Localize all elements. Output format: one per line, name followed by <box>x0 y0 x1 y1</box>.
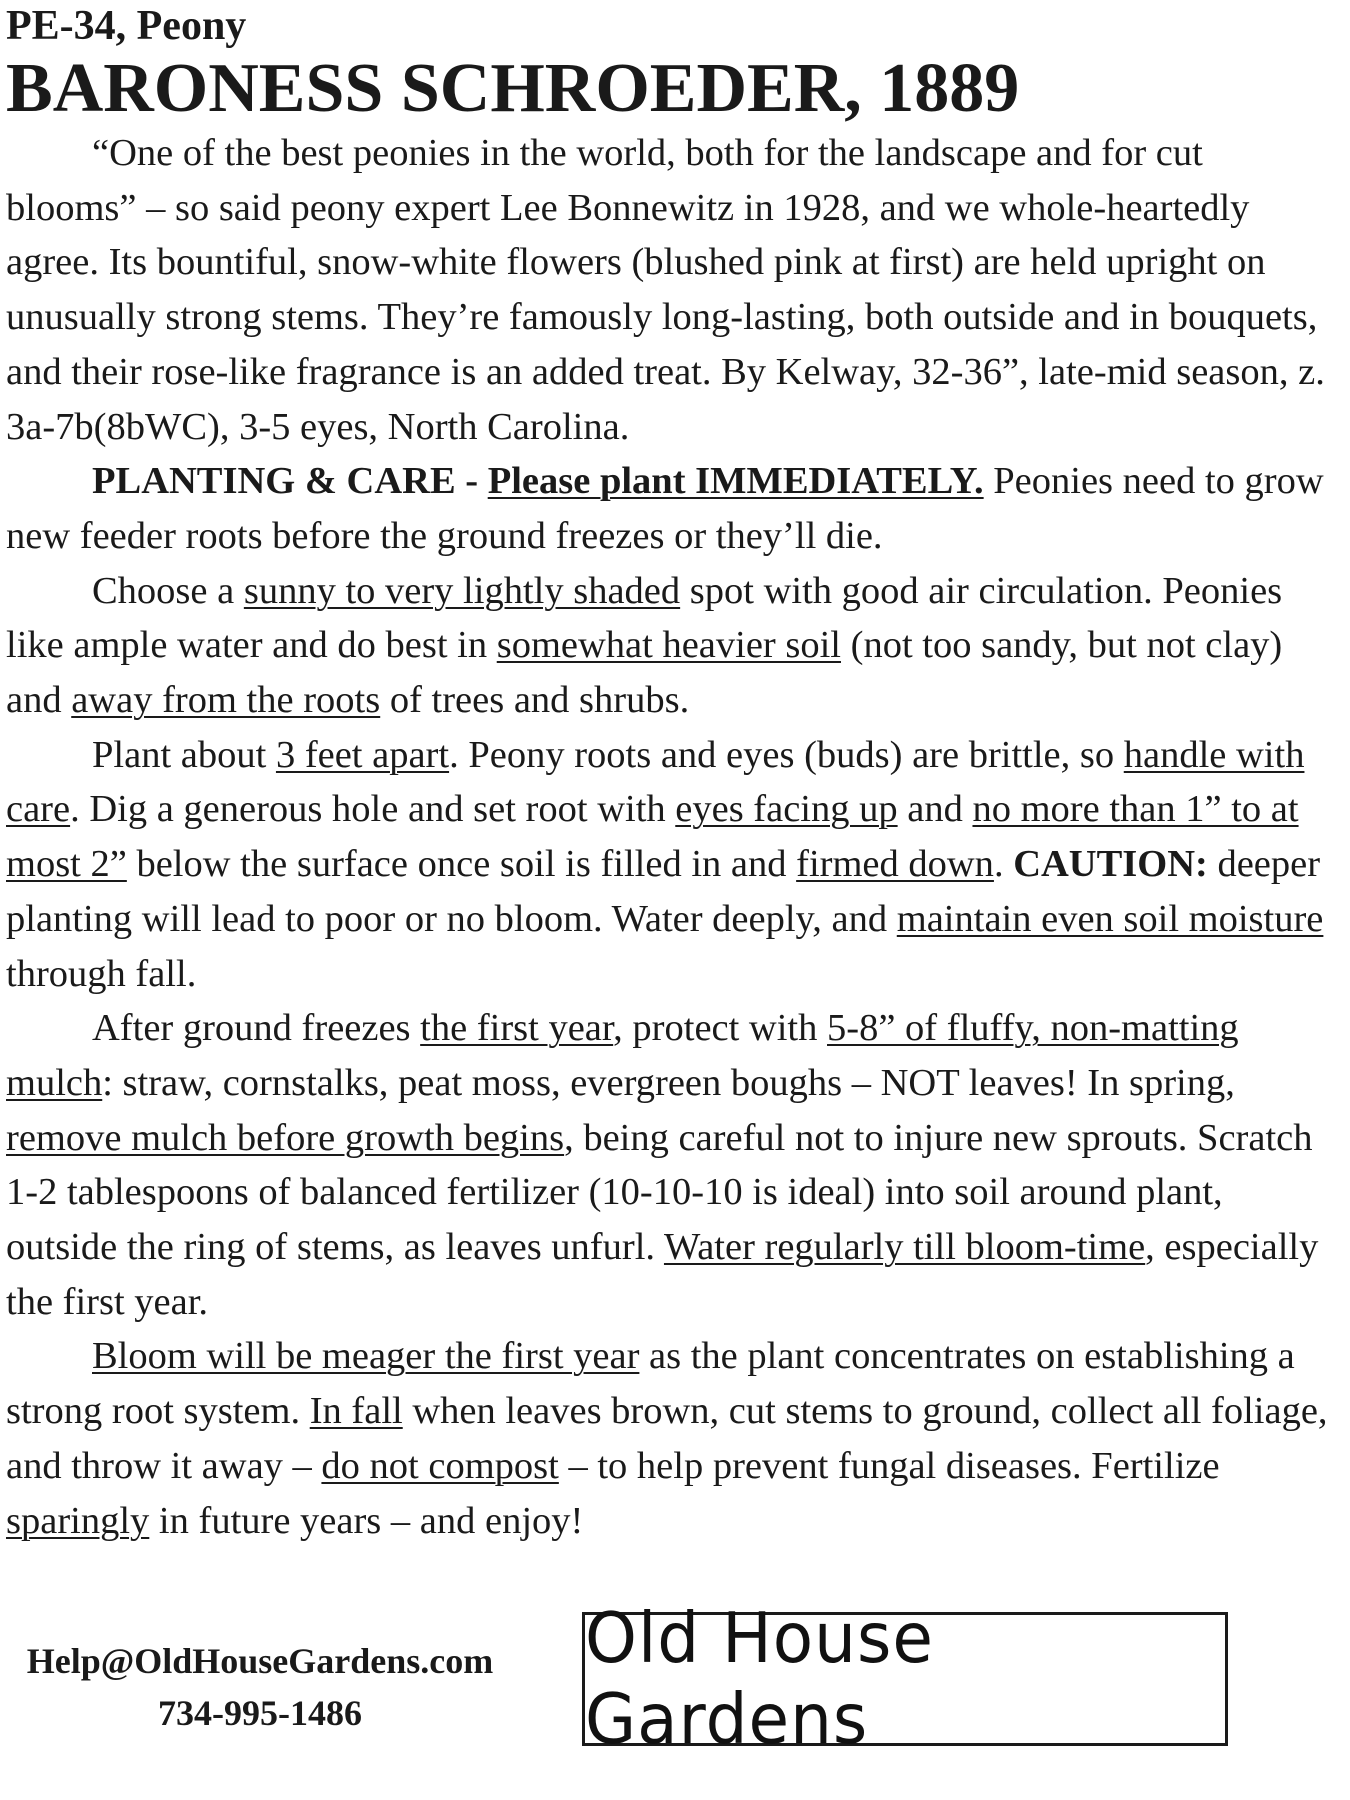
underlined-run: no more than 1” to at most 2” <box>6 788 1299 886</box>
planting-care-heading: PLANTING & CARE - <box>92 460 488 503</box>
paragraph-planting <box>6 728 1336 1002</box>
caution-label: CAUTION: <box>1013 843 1208 886</box>
contact-info <box>10 1635 510 1739</box>
text-run: , being careful not to injure new sprouts. Scratch 1-2 tablespoons of balanced fertilizer (10-10-10 is ideal) into soil around plant, outside the ring of stems, as leaves unfurl. <box>6 1116 1313 1269</box>
email-link[interactable]: Help@OldHouseGardens.com <box>26 1641 494 1681</box>
text-run: when leaves brown, cut stems to ground, collect all foliage, and throw it away – <box>6 1390 1328 1487</box>
text-run: . Peony roots and eyes (buds) are brittle, so <box>449 733 1124 776</box>
paragraph-planting-care <box>6 454 1336 563</box>
underlined-run: 3 feet apart <box>275 733 450 776</box>
paragraph-description: “One of the best peonies in the world, both for the landscape and for cut blooms” – so said peony expert Lee Bonnewitz in 1928, and we whole-heartedly agree. Its bountiful, snow-white flowers (blushed pink at first) are held upright on unusually strong stems. They’re famously long-lasting, both outside and in bouquets, and their rose-like fragrance is an added treat. By Kelway, 32-36”, late-mid season, z. 3a-7b(8bWC), 3-5 eyes, North Carolina. <box>6 132 1325 448</box>
text-run: through fall. <box>6 952 197 995</box>
description-body <box>6 126 1336 1548</box>
paragraph-mulch <box>6 1001 1336 1329</box>
logo-wordmark: Old House Gardens <box>585 1598 934 1760</box>
text-run: , especially the first year. <box>6 1226 1319 1323</box>
underlined-run: do not compost <box>321 1444 559 1487</box>
phone-number: 734-995-1486 <box>158 1693 362 1733</box>
underlined-run: the first year <box>420 1007 614 1050</box>
underlined-run: sparingly <box>6 1499 150 1542</box>
underlined-run: handle with care <box>6 733 1305 831</box>
text-run: deeper planting will lead to poor or no bloom. Water deeply, and <box>6 843 1321 940</box>
paragraph-site <box>6 564 1336 728</box>
underlined-run: 5-8” of fluffy, non-matting mulch <box>6 1007 1239 1104</box>
product-code: PE-34, Peony <box>6 3 247 49</box>
text-run: , protect with <box>613 1007 828 1050</box>
underlined-run: remove mulch before growth begins <box>6 1116 565 1159</box>
plant-immediately-emphasis: Please plant IMMEDIATELY. <box>487 460 984 503</box>
underlined-run: Bloom will be meager the first year <box>92 1335 640 1378</box>
underlined-run: eyes facing up <box>675 788 898 831</box>
text-run: : straw, cornstalks, peat moss, evergreen boughs – NOT leaves! In spring, <box>102 1061 1235 1104</box>
text-run: – to help prevent fungal diseases. Fertilize <box>558 1444 1220 1487</box>
document-page <box>6 0 1336 1548</box>
text-run: in future years – and enjoy! <box>149 1499 584 1542</box>
text-run: . Dig a generous hole and set root with <box>70 788 676 831</box>
underlined-run: firmed down <box>796 843 994 886</box>
underlined-run: somewhat heavier soil <box>496 624 841 667</box>
text-run: Plant about <box>92 733 276 776</box>
text-run: and <box>897 788 973 831</box>
text-run: Choose a <box>92 569 244 612</box>
underlined-run: In fall <box>309 1390 403 1433</box>
underlined-run: Water regularly till bloom-time <box>663 1226 1146 1269</box>
brand-logo <box>582 1598 1228 1760</box>
text-run: (not too sandy, but not clay) and <box>6 624 1283 722</box>
planting-care-text: Peonies need to grow new feeder roots before the ground freezes or they’ll die. <box>6 460 1324 557</box>
text-run: spot with good air circulation. Peonies like ample water and do best in <box>6 569 1283 667</box>
underlined-run: maintain even soil moisture <box>896 897 1324 940</box>
text-run: of trees and shrubs. <box>380 679 690 722</box>
underlined-run: away from the roots <box>71 679 381 722</box>
text-run: After ground freezes <box>92 1007 421 1050</box>
underlined-run: sunny to very lightly shaded <box>243 569 681 612</box>
text-run: as the plant concentrates on establishing a strong root system. <box>6 1335 1295 1433</box>
text-run: below the surface once soil is filled in and <box>126 843 797 886</box>
page-title: BARONESS SCHROEDER, 1889 <box>6 50 1020 127</box>
text-run: . <box>993 843 1014 886</box>
paragraph-bloom <box>6 1329 1336 1548</box>
